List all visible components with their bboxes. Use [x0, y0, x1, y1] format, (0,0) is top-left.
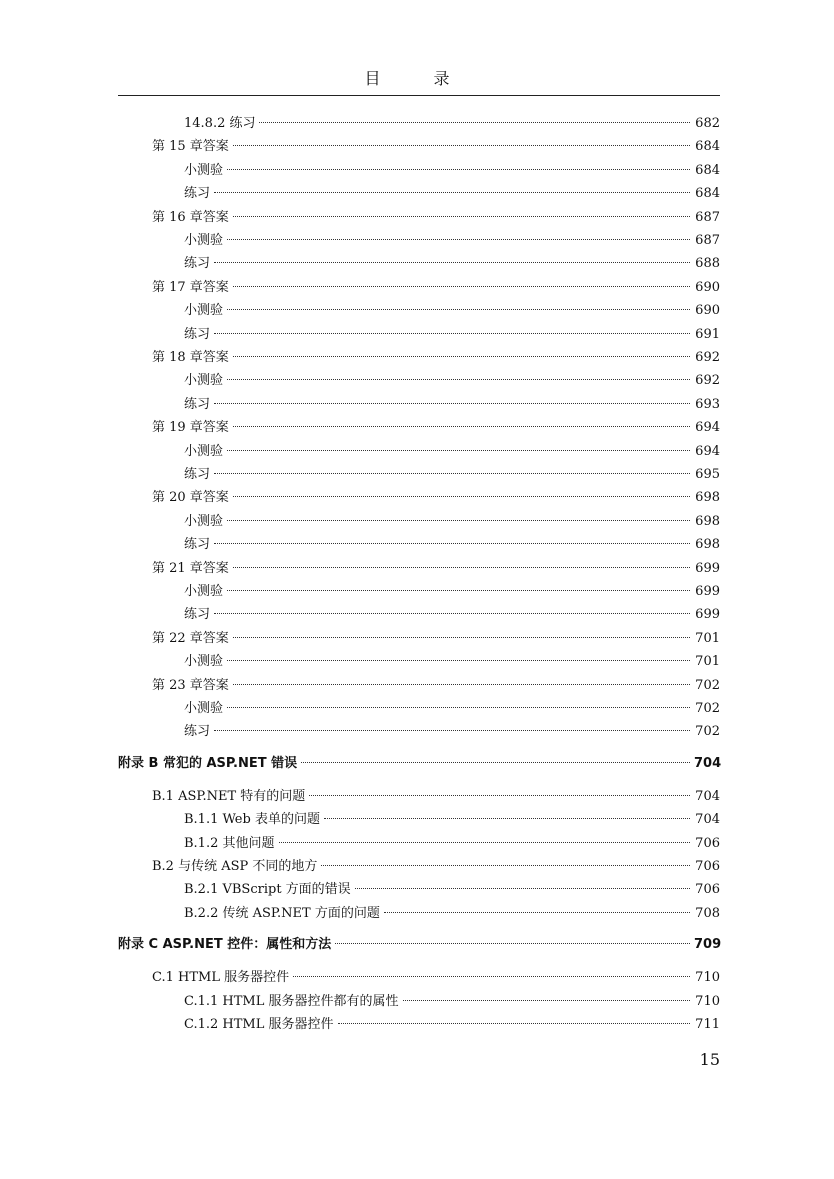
dot-leader [214, 192, 690, 193]
toc-entry-page: 687 [695, 233, 720, 248]
toc-entry-page: 695 [695, 467, 720, 482]
toc-entry-label: C.1 HTML 服务器控件 [152, 970, 290, 986]
dot-leader [233, 216, 690, 217]
toc-entry-label: 附录 C ASP.NET 控件：属性和方法 [118, 937, 332, 953]
toc-entry [152, 967, 720, 989]
toc-entry-page: 704 [695, 812, 720, 828]
dot-leader [227, 450, 690, 451]
page-number: 15 [699, 1050, 720, 1069]
toc-entry [184, 324, 720, 346]
toc-entry [184, 160, 720, 182]
toc-entry [184, 113, 720, 135]
toc-entry-page: 702 [695, 724, 720, 740]
toc-entry-label: 小测验 [184, 701, 224, 716]
toc-entry-page: 698 [695, 513, 720, 529]
toc-entry [152, 786, 720, 808]
toc-entry-page: 698 [695, 537, 720, 553]
dot-leader [293, 976, 690, 977]
toc-entry-page: 704 [694, 755, 722, 771]
dot-leader [227, 660, 690, 661]
toc-entry [152, 347, 720, 369]
toc-entry [184, 370, 720, 392]
toc-entry-page: 706 [695, 859, 720, 874]
toc-entry-page: 692 [695, 373, 720, 389]
dot-leader [233, 286, 690, 287]
toc-entry [184, 879, 720, 901]
toc-entry [184, 253, 720, 275]
toc-entry [184, 604, 720, 626]
toc-entry-page: 684 [695, 139, 720, 155]
toc-entry-page: 704 [695, 788, 720, 804]
toc-entry [184, 464, 720, 486]
dot-leader [279, 842, 691, 843]
toc-entry-page: 699 [695, 560, 720, 576]
toc-entry-label: C.1.2 HTML 服务器控件 [184, 1017, 334, 1032]
toc-entry [152, 675, 720, 697]
toc-entry-page: 706 [695, 835, 720, 851]
toc-entry [184, 833, 720, 855]
toc-entry [184, 698, 720, 720]
toc-entry [152, 417, 720, 439]
dot-leader [227, 169, 690, 170]
dot-leader [384, 912, 690, 913]
dot-leader [214, 262, 690, 263]
toc-entry [184, 183, 720, 205]
toc-entry [184, 1014, 720, 1036]
toc-entry-label: 练习 [184, 607, 211, 623]
dot-leader [233, 637, 690, 638]
toc-entry [184, 534, 720, 556]
toc-entry-label: 14.8.2 练习 [184, 116, 256, 131]
toc-entry-label: 第 18 章答案 [152, 350, 229, 365]
toc-entry [152, 277, 720, 299]
toc-entry-label: 小测验 [184, 654, 224, 670]
toc-entry-page: 706 [695, 882, 720, 898]
dot-leader [403, 1000, 690, 1001]
toc-entry-label: 练习 [184, 186, 211, 202]
toc-appendix-entry [118, 934, 720, 956]
toc-entry-page: 694 [695, 420, 720, 436]
header-rule [118, 95, 720, 96]
dot-leader [309, 795, 690, 796]
dot-leader [214, 403, 690, 404]
dot-leader [214, 333, 690, 334]
toc-entry-label: 小测验 [184, 303, 224, 319]
toc-entry-label: 练习 [184, 256, 211, 272]
toc-entry [184, 230, 720, 252]
toc-entry [152, 558, 720, 580]
toc-entry-page: 692 [695, 350, 720, 365]
toc-entry [152, 136, 720, 158]
toc-entry-page: 688 [695, 256, 720, 272]
dot-leader [214, 730, 690, 731]
dot-leader [324, 818, 690, 819]
toc-entry [184, 651, 720, 673]
toc-appendix-entry [118, 753, 720, 775]
dot-leader [214, 473, 690, 474]
toc-entry-label: B.1 ASP.NET 特有的问题 [152, 788, 306, 804]
toc-entry-label: 第 22 章答案 [152, 630, 229, 646]
toc-entry [152, 628, 720, 650]
toc-entry-label: C.1.1 HTML 服务器控件都有的属性 [184, 993, 399, 1009]
toc-entry [184, 441, 720, 463]
toc-entry-label: 小测验 [184, 233, 224, 248]
dot-leader [233, 356, 690, 357]
toc-entry-page: 684 [695, 162, 720, 178]
toc-entry-page: 699 [695, 584, 720, 599]
toc-entry [184, 903, 720, 925]
dot-leader [338, 1023, 690, 1024]
toc-entry-page: 691 [695, 326, 720, 342]
toc-entry-label: 练习 [184, 326, 211, 342]
toc-entry-label: B.1.1 Web 表单的问题 [184, 812, 320, 828]
toc-entry [152, 487, 720, 509]
dot-leader [233, 567, 690, 568]
dot-leader [227, 309, 690, 310]
toc-entry-page: 690 [695, 303, 720, 319]
toc-entry-page: 682 [695, 116, 720, 131]
dot-leader [227, 707, 690, 708]
dot-leader [233, 426, 690, 427]
toc-entry [184, 511, 720, 533]
toc-entry [184, 394, 720, 416]
toc-entry [152, 856, 720, 878]
toc-entry-page: 701 [695, 630, 720, 646]
toc-entry-page: 693 [695, 396, 720, 412]
dot-leader [227, 520, 690, 521]
toc-entry [184, 721, 720, 743]
toc-entry-page: 690 [695, 279, 720, 295]
toc-entry-page: 711 [695, 1017, 720, 1032]
toc-entry-label: 练习 [184, 396, 211, 412]
toc-entry-page: 684 [695, 186, 720, 202]
toc-entry-label: B.1.2 其他问题 [184, 835, 275, 851]
toc-entry-label: 第 17 章答案 [152, 279, 229, 295]
toc-entry-label: 第 15 章答案 [152, 139, 229, 155]
dot-leader [227, 590, 690, 591]
dot-leader [214, 543, 690, 544]
toc-entry-label: 第 19 章答案 [152, 420, 229, 436]
toc-entry-page: 699 [695, 607, 720, 623]
toc-entry-label: B.2 与传统 ASP 不同的地方 [152, 859, 318, 874]
toc-entry-page: 710 [695, 993, 720, 1009]
dot-leader [214, 613, 690, 614]
toc-entry-page: 698 [695, 490, 720, 506]
dot-leader [321, 865, 690, 866]
toc-entry-label: 小测验 [184, 162, 224, 178]
toc-entry-page: 702 [695, 701, 720, 716]
dot-leader [227, 239, 690, 240]
toc-entry-page: 708 [695, 905, 720, 921]
toc-entry-page: 709 [694, 937, 722, 953]
dot-leader [233, 684, 690, 685]
dot-leader [301, 762, 690, 763]
toc-entry-label: 第 16 章答案 [152, 209, 229, 225]
toc-entry-label: 小测验 [184, 443, 224, 459]
toc-entry-label: B.2.2 传统 ASP.NET 方面的问题 [184, 905, 380, 921]
toc-entry-page: 701 [695, 654, 720, 670]
toc-entry-page: 694 [695, 443, 720, 459]
dot-leader [233, 496, 690, 497]
toc-entry-label: 小测验 [184, 513, 224, 529]
toc-entry-label: B.2.1 VBScript 方面的错误 [184, 882, 351, 898]
toc-entry-label: 第 20 章答案 [152, 490, 229, 506]
toc-entry-page: 702 [695, 677, 720, 693]
dot-leader [355, 888, 690, 889]
dot-leader [335, 943, 690, 944]
page-header-title: 目 录 [364, 69, 474, 88]
dot-leader [227, 379, 690, 380]
toc-entry-label: 练习 [184, 724, 211, 740]
toc-entry [184, 581, 720, 603]
toc-entry [152, 207, 720, 229]
toc-entry-label: 小测验 [184, 584, 224, 599]
toc-entry-label: 练习 [184, 467, 211, 482]
dot-leader [233, 145, 690, 146]
toc-entry-page: 687 [695, 209, 720, 225]
toc-entry-label: 第 21 章答案 [152, 560, 229, 576]
toc-entry-label: 练习 [184, 537, 211, 553]
toc-entry-label: 第 23 章答案 [152, 677, 229, 693]
toc-entry [184, 300, 720, 322]
toc-entry-label: 小测验 [184, 373, 224, 389]
toc-entry [184, 991, 720, 1013]
dot-leader [259, 122, 690, 123]
toc-entry-label: 附录 B 常犯的 ASP.NET 错误 [118, 755, 298, 771]
toc-entry-page: 710 [695, 970, 720, 986]
toc-entry [184, 809, 720, 831]
